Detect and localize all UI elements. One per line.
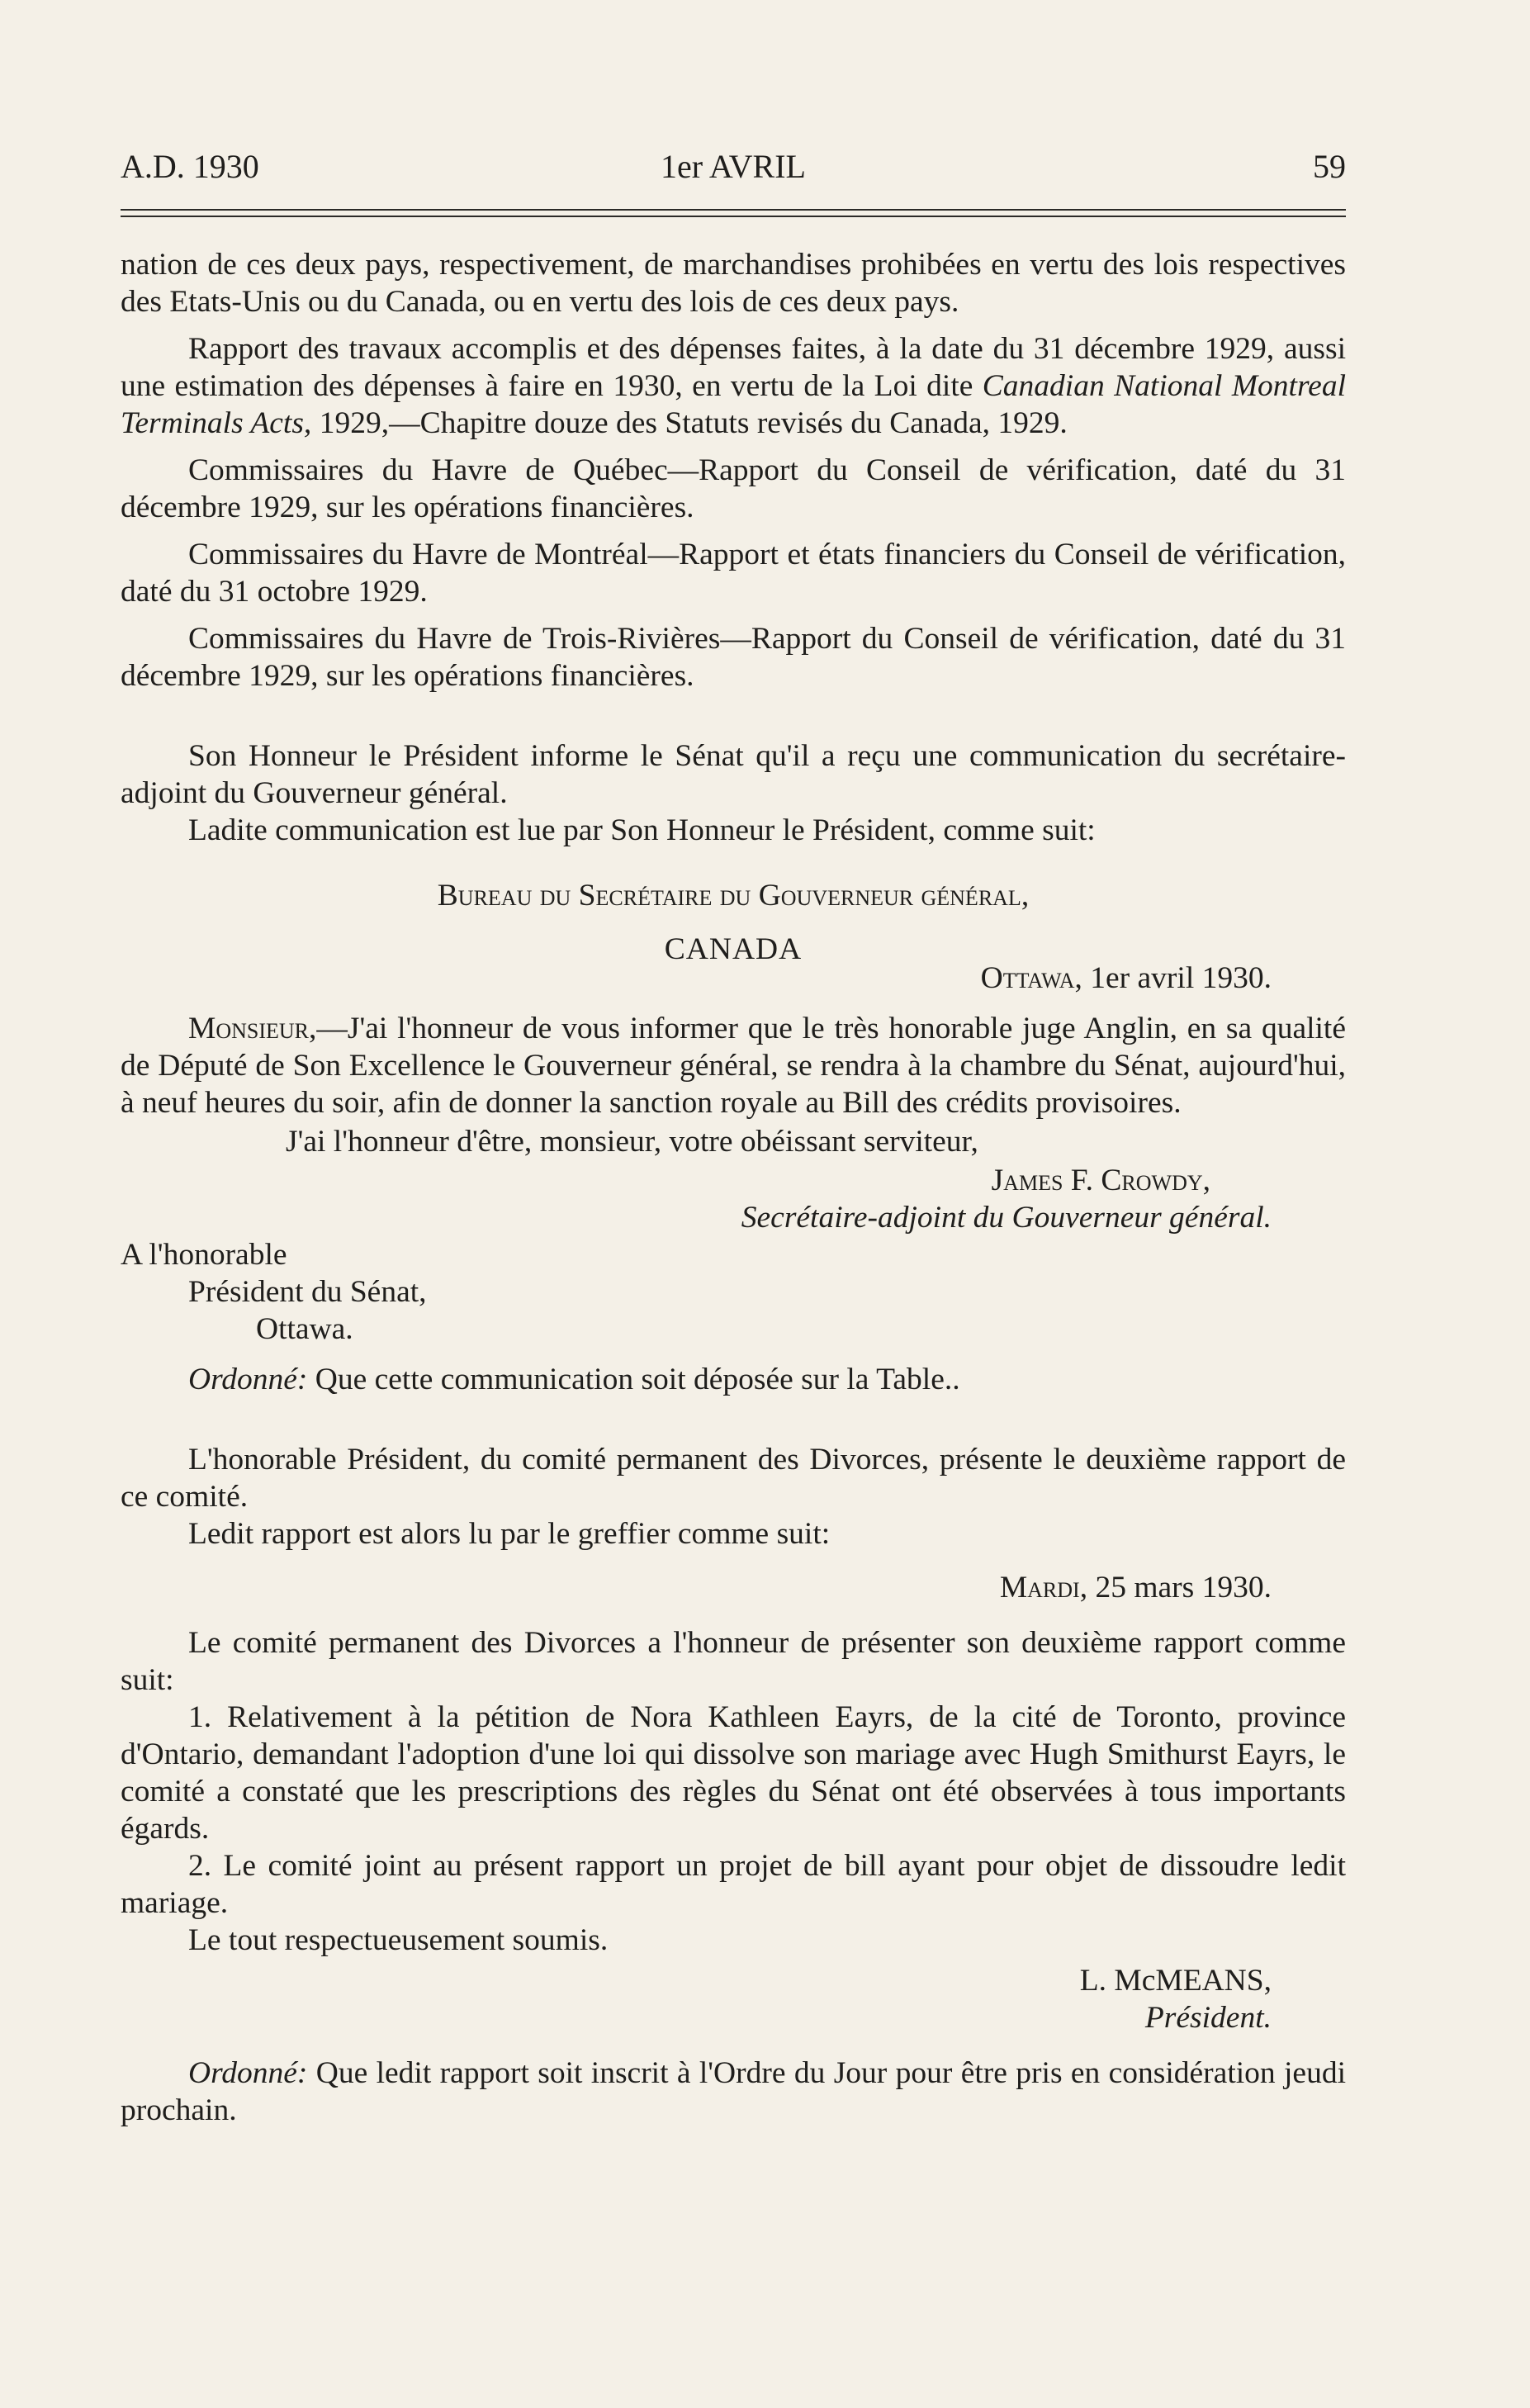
letter-addressee-1: A l'honorable	[121, 1238, 287, 1272]
paragraph-continuation: nation de ces deux pays, respectivement, de marchandises prohibées en vertu des lois respectives des Etats-Unis ou du Canada, ou en vertu des lois de ces deux pays.	[121, 248, 1346, 319]
paragraph-lecture: Ladite communication est lue par Son Honneur le Président, comme suit:	[188, 813, 1096, 847]
paragraph-communication: Son Honneur le Président informe le Sénat qu'il a reçu une communication du secrétaire-adjoint du Gouverneur général.	[121, 739, 1346, 810]
letter-bureau: Bureau du Secrétaire du Gouverneur général,	[437, 879, 1030, 912]
page-number: 59	[1313, 148, 1346, 185]
report-intro: Le comité permanent des Divorces a l'honneur de présenter son deuxième rapport comme suit:	[121, 1626, 1346, 1697]
paragraph-divorces: L'honorable Président, du comité permanent des Divorces, présente le deuxième rapport de ce comité.	[121, 1443, 1346, 1514]
paragraph-montreal: Commissaires du Havre de Montréal—Rapport et états financiers du Conseil de vérification, daté du 31 octobre 1929.	[121, 538, 1346, 609]
running-header	[121, 147, 1346, 193]
order-deposit: Ordonné: Que cette communication soit déposée sur la Table..	[188, 1363, 960, 1396]
letter-signer: James F. Crowdy,	[991, 1164, 1210, 1197]
report-dateline: Mardi, 25 mars 1930.	[999, 1571, 1272, 1605]
paragraph-rapport-travaux: Rapport des travaux accomplis et des dépenses faites, à la date du 31 décembre 1929, aussi une estimation des dépenses à faire en 1930, en vertu de la Loi dite Canadian National Montreal Terminals Acts, 1929,—Chapitre douze des Statuts revisés du Canada, 1929.	[121, 332, 1346, 440]
paragraph-lecture-rapport: Ledit rapport est alors lu par le greffier comme suit:	[188, 1517, 831, 1551]
report-signer-title: Président.	[1144, 2001, 1272, 2035]
report-closing: Le tout respectueusement soumis.	[188, 1923, 609, 1957]
letter-body: Monsieur,—J'ai l'honneur de vous informer que le très honorable juge Anglin, en sa qualité de Député de Son Excellence le Gouverneur général, se rendra à la chambre du Sénat, aujourd'hui, à neuf heures du soir, afin de donner la sanction royale au Bill des crédits provisoires.	[121, 1012, 1346, 1120]
order-report: Ordonné: Que ledit rapport soit inscrit à l'Ordre du Jour pour être pris en considération jeudi prochain.	[121, 2056, 1346, 2127]
paragraph-trois-rivieres: Commissaires du Havre de Trois-Rivières—Rapport du Conseil de vérification, daté du 31 décembre 1929, sur les opérations financières.	[121, 622, 1346, 693]
header-year: A.D. 1930	[121, 148, 259, 185]
report-item-2: 2. Le comité joint au présent rapport un projet de bill ayant pour objet de dissoudre ledit mariage.	[121, 1849, 1346, 1920]
letter-dateline: Ottawa, 1er avril 1930.	[980, 961, 1272, 995]
act-title: Canadian National Montreal Terminals Acts,	[121, 369, 1346, 440]
report-item-1: 1. Relativement à la pétition de Nora Kathleen Eayrs, de la cité de Toronto, province d'Ontario, demandant l'adoption d'une loi qui dissolve son mariage avec Hugh Smithurst Eayrs, le comité a constaté que les prescriptions des règles du Sénat ont été observées à tous importants égards.	[121, 1700, 1346, 1846]
letter-signer-title: Secrétaire-adjoint du Gouverneur général.	[741, 1201, 1272, 1235]
letter-country: CANADA	[664, 932, 803, 966]
report-signer: L. McMEANS,	[1079, 1964, 1272, 1998]
header-date: 1er AVRIL	[661, 148, 806, 185]
letter-closing: J'ai l'honneur d'être, monsieur, votre obéissant serviteur,	[286, 1125, 978, 1159]
header-rule-top	[121, 209, 1346, 211]
paragraph-quebec: Commissaires du Havre de Québec—Rapport du Conseil de vérification, daté du 31 décembre 1929, sur les opérations financières.	[121, 453, 1346, 524]
letter-addressee-3: Ottawa.	[256, 1312, 353, 1346]
page-body	[121, 246, 1346, 2129]
letter-addressee-2: Président du Sénat,	[188, 1275, 427, 1309]
header-rule-bottom	[121, 216, 1346, 217]
